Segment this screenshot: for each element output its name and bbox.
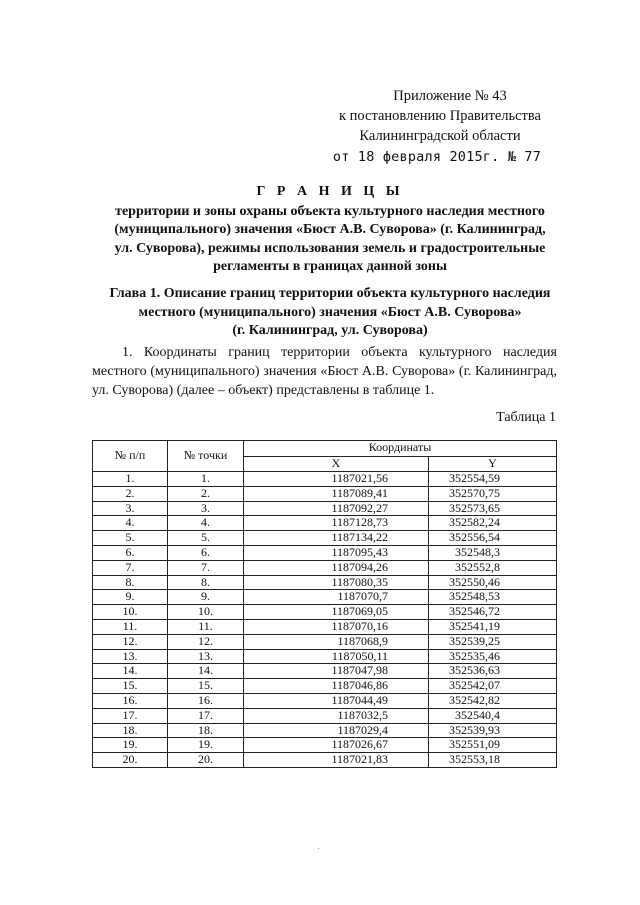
row-number: 3. — [93, 501, 168, 516]
point-number: 10. — [168, 605, 244, 620]
header-point: № точки — [168, 441, 244, 472]
table-row — [93, 664, 557, 679]
coord-x: 1187070,7 — [244, 590, 429, 605]
row-number: 10. — [93, 605, 168, 620]
row-number: 14. — [93, 664, 168, 679]
chapter-line: местного (муниципального) значения «Бюст А.В. Суворова» — [138, 304, 522, 320]
row-number: 5. — [93, 531, 168, 546]
coord-x: 1187047,98 — [244, 664, 429, 679]
coord-x: 1187046,86 — [244, 679, 429, 694]
point-number: 19. — [168, 738, 244, 753]
row-number: 2. — [93, 486, 168, 501]
table-row — [93, 634, 557, 649]
point-number: 14. — [168, 664, 244, 679]
header-y: Y — [429, 456, 557, 472]
point-number: 17. — [168, 708, 244, 723]
row-number: 8. — [93, 575, 168, 590]
header-num: № п/п — [93, 441, 168, 472]
table-row — [93, 486, 557, 501]
coord-y: 352535,46 — [429, 649, 557, 664]
coord-x: 1187068,9 — [244, 634, 429, 649]
row-number: 15. — [93, 679, 168, 694]
coord-x: 1187029,4 — [244, 723, 429, 738]
coord-x: 1187069,05 — [244, 605, 429, 620]
coord-y: 352548,3 — [429, 545, 557, 560]
coord-x: 1187134,22 — [244, 531, 429, 546]
point-number: 9. — [168, 590, 244, 605]
point-number: 15. — [168, 679, 244, 694]
coord-x: 1187044,49 — [244, 693, 429, 708]
appendix-number: Приложение № 43 — [393, 88, 507, 104]
table-row — [93, 501, 557, 516]
coord-y: 352546,72 — [429, 605, 557, 620]
point-number: 13. — [168, 649, 244, 664]
coord-x: 1187021,56 — [244, 472, 429, 487]
point-number: 8. — [168, 575, 244, 590]
coord-x: 1187089,41 — [244, 486, 429, 501]
row-number: 20. — [93, 753, 168, 768]
chapter-heading — [70, 285, 590, 341]
document-title — [70, 183, 590, 277]
coord-x: 1187050,11 — [244, 649, 429, 664]
coord-y: 352582,24 — [429, 516, 557, 531]
coord-x: 1187095,43 — [244, 545, 429, 560]
coord-y: 352551,09 — [429, 738, 557, 753]
table-row — [93, 560, 557, 575]
point-number: 18. — [168, 723, 244, 738]
row-number: 7. — [93, 560, 168, 575]
coordinates-table — [92, 440, 557, 768]
point-number: 5. — [168, 531, 244, 546]
point-number: 11. — [168, 619, 244, 634]
point-number: 4. — [168, 516, 244, 531]
coord-x: 1187026,67 — [244, 738, 429, 753]
title-heading: Г Р А Н И Ц Ы — [256, 184, 404, 199]
row-number: 11. — [93, 619, 168, 634]
title-line: (муниципального) значения «Бюст А.В. Суворова» (г. Калининград, — [114, 222, 546, 237]
coord-y: 352570,75 — [429, 486, 557, 501]
table-row — [93, 545, 557, 560]
table-row — [93, 590, 557, 605]
coord-y: 352539,25 — [429, 634, 557, 649]
point-number: 6. — [168, 545, 244, 560]
appendix-header — [330, 86, 550, 167]
table-row — [93, 531, 557, 546]
coord-y: 352542,07 — [429, 679, 557, 694]
coord-x: 1187070,16 — [244, 619, 429, 634]
coord-x: 1187094,26 — [244, 560, 429, 575]
paragraph-1 — [92, 343, 557, 400]
table-caption: Таблица 1 — [496, 410, 556, 425]
table-row — [93, 738, 557, 753]
title-line: ул. Суворова), режимы использования земель и градостроительные — [114, 240, 546, 256]
row-number: 6. — [93, 545, 168, 560]
point-number: 16. — [168, 693, 244, 708]
coord-y: 352573,65 — [429, 501, 557, 516]
coord-y: 352550,46 — [429, 575, 557, 590]
coord-y: 352536,63 — [429, 664, 557, 679]
table-row — [93, 679, 557, 694]
coord-y: 352542,82 — [429, 693, 557, 708]
point-number: 7. — [168, 560, 244, 575]
table-body — [93, 472, 557, 768]
table-row — [93, 753, 557, 768]
header-coordinates: Координаты — [244, 441, 557, 457]
coord-y: 352553,18 — [429, 753, 557, 768]
coord-y: 352548,53 — [429, 590, 557, 605]
row-number: 12. — [93, 634, 168, 649]
row-number: 13. — [93, 649, 168, 664]
table-row — [93, 708, 557, 723]
table-row — [93, 472, 557, 487]
appendix-date-stamp: от 18 февраля 2015г. № 77 — [332, 149, 542, 165]
chapter-line: (г. Калининград, ул. Суворова) — [232, 323, 428, 338]
coord-x: 1187021,83 — [244, 753, 429, 768]
table-row — [93, 605, 557, 620]
table-row — [93, 575, 557, 590]
chapter-line: Глава 1. Описание границ территории объекта культурного наследия — [109, 286, 551, 301]
scan-speck — [318, 848, 319, 849]
row-number: 4. — [93, 516, 168, 531]
appendix-reference: к постановлению Правительства — [339, 108, 541, 124]
point-number: 20. — [168, 753, 244, 768]
point-number: 3. — [168, 501, 244, 516]
table-row — [93, 649, 557, 664]
coord-y: 352556,54 — [429, 531, 557, 546]
row-number: 16. — [93, 693, 168, 708]
row-number: 17. — [93, 708, 168, 723]
coord-x: 1187128,73 — [244, 516, 429, 531]
table-row — [93, 516, 557, 531]
table-row — [93, 693, 557, 708]
coord-x: 1187032,5 — [244, 708, 429, 723]
row-number: 19. — [93, 738, 168, 753]
coord-y: 352552,8 — [429, 560, 557, 575]
table-row — [93, 723, 557, 738]
row-number: 1. — [93, 472, 168, 487]
coord-y: 352554,59 — [429, 472, 557, 487]
coord-x: 1187092,27 — [244, 501, 429, 516]
coord-y: 352541,19 — [429, 619, 557, 634]
point-number: 1. — [168, 472, 244, 487]
point-number: 2. — [168, 486, 244, 501]
row-number: 18. — [93, 723, 168, 738]
header-x: X — [244, 456, 429, 472]
appendix-region: Калининградской области — [359, 128, 521, 144]
title-line: территории и зоны охраны объекта культурного наследия местного — [115, 203, 545, 219]
coord-y: 352539,93 — [429, 723, 557, 738]
row-number: 9. — [93, 590, 168, 605]
coord-x: 1187080,35 — [244, 575, 429, 590]
point-number: 12. — [168, 634, 244, 649]
table-row — [93, 619, 557, 634]
title-line: регламенты в границах данной зоны — [213, 259, 447, 274]
paragraph-text: 1. Координаты границ территории объекта культурного наследия местного (муниципального) значения «Бюст А.В. Суворова» (г. Калининград, ул. Суворова) (далее – объект) представлены в таблице 1. — [92, 345, 557, 398]
coord-y: 352540,4 — [429, 708, 557, 723]
